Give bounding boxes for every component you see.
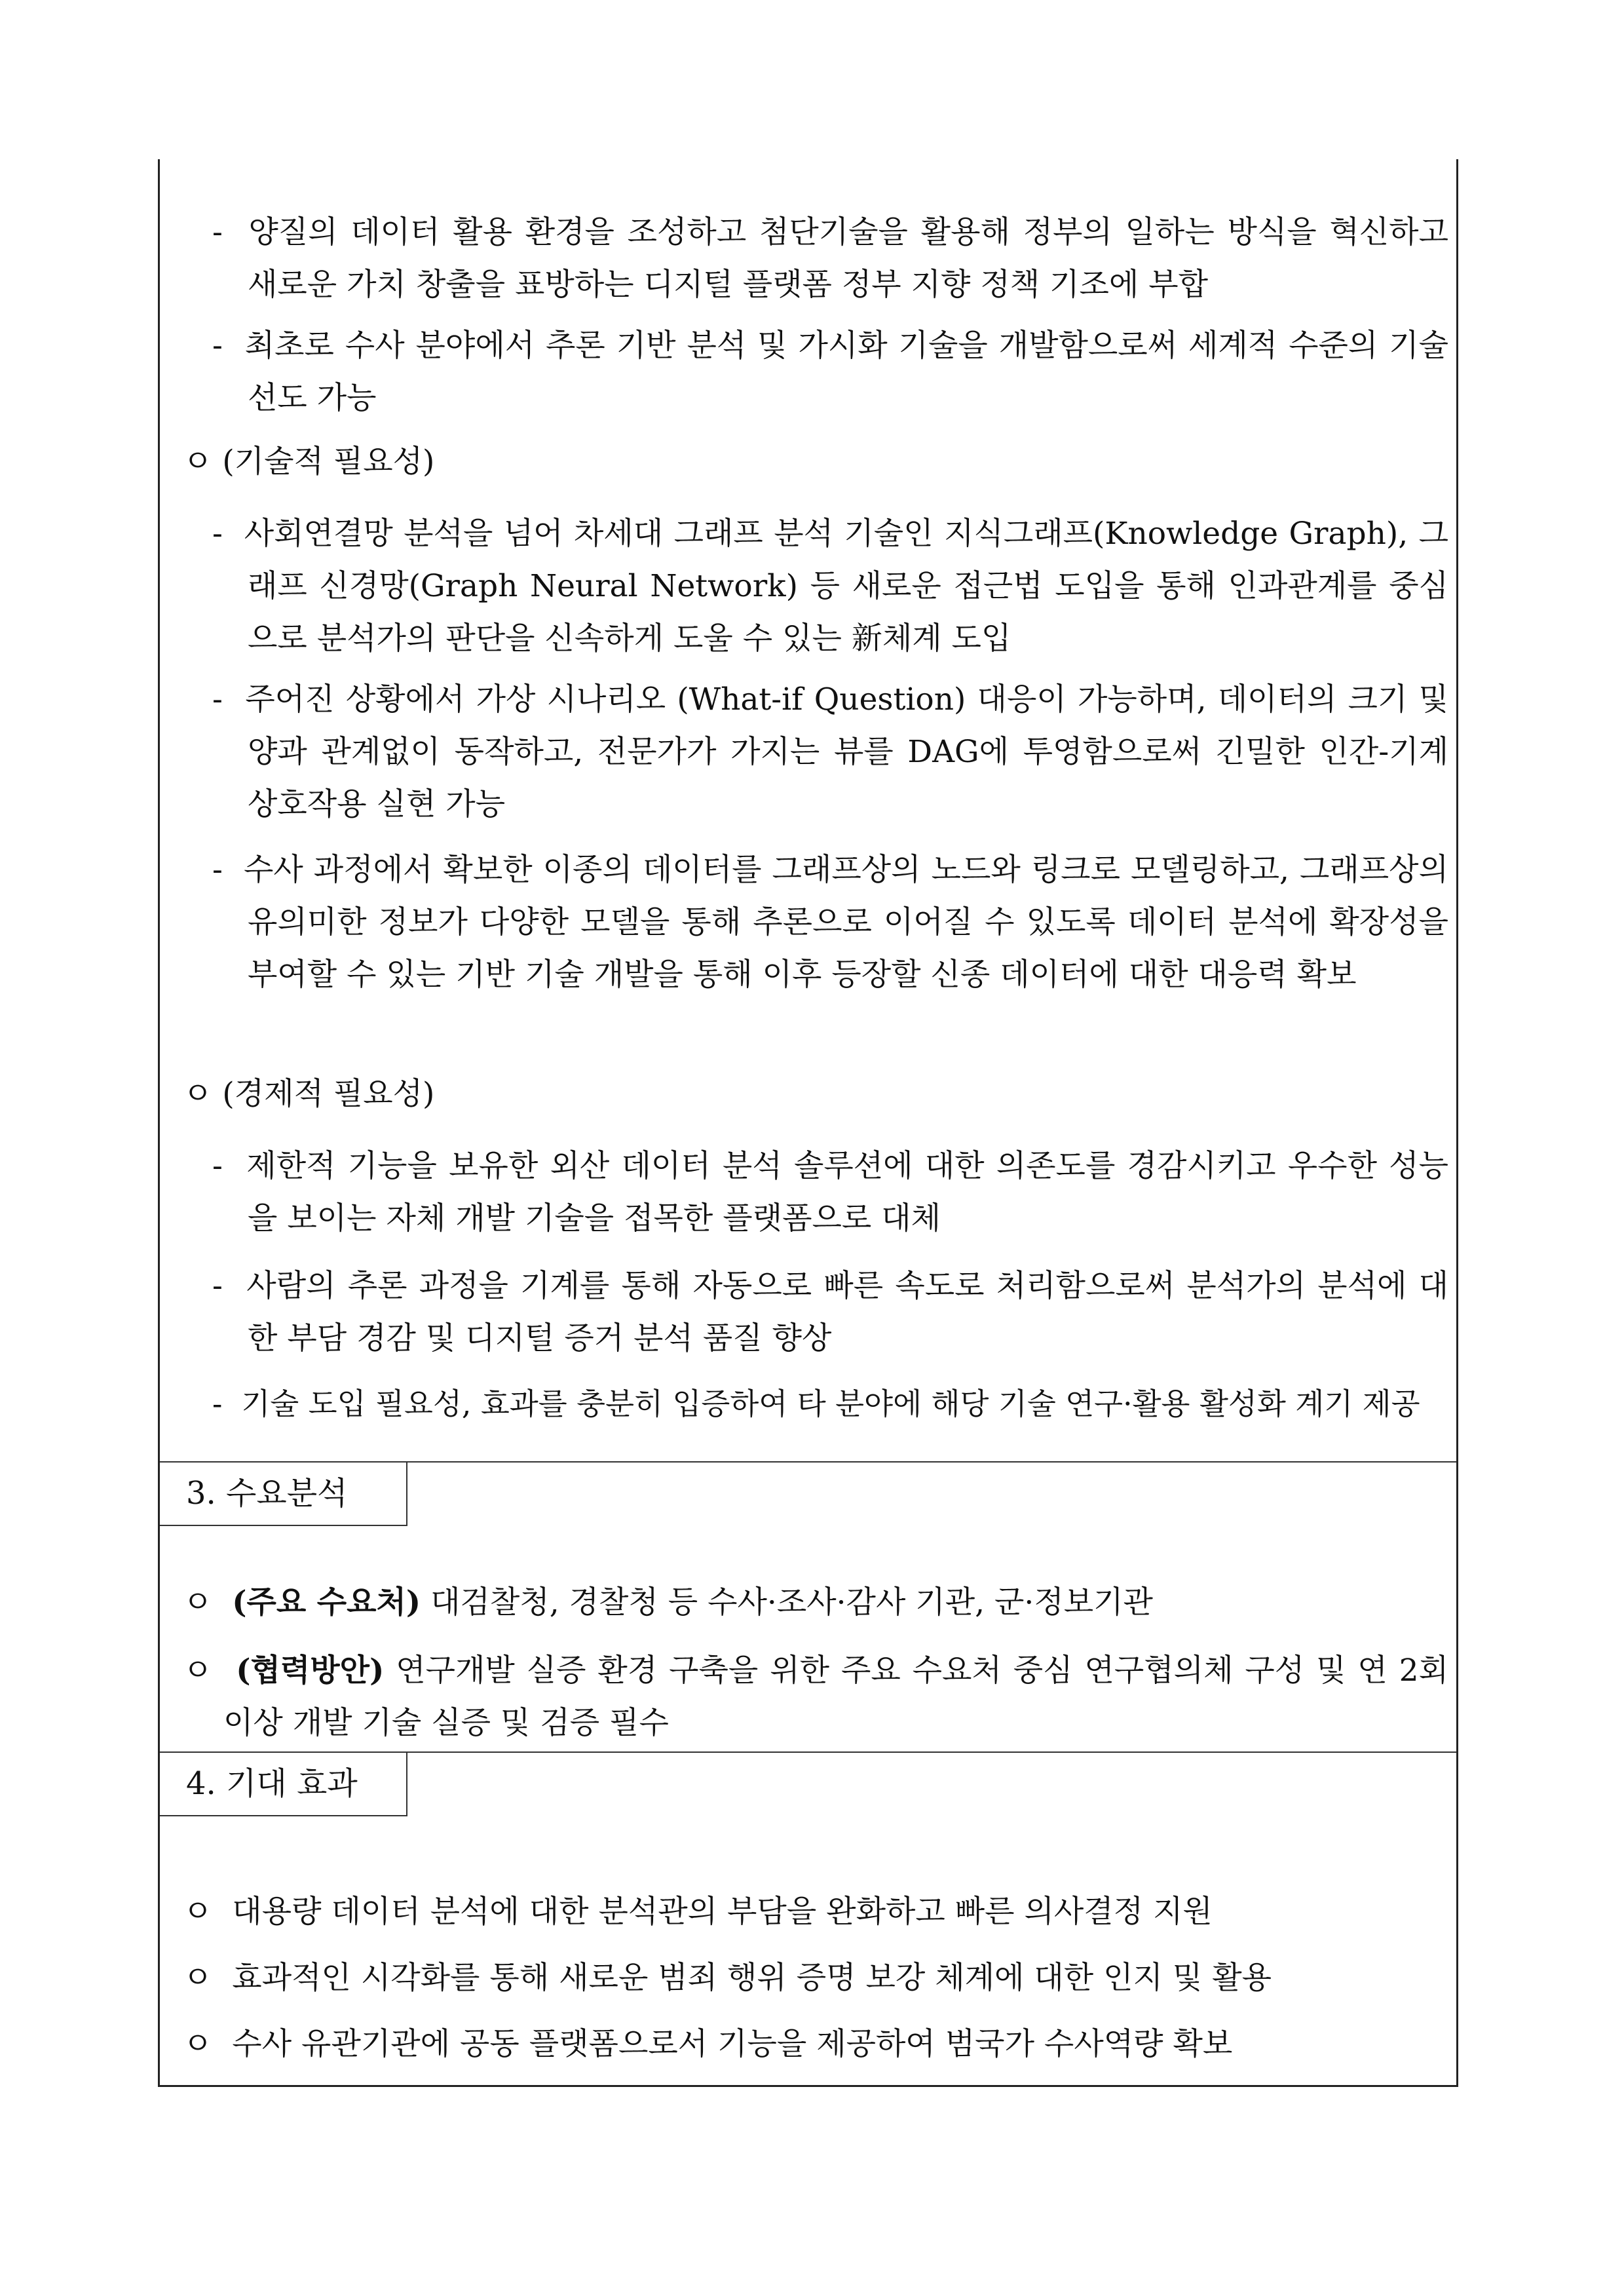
econ-need-item-3: - 기술 도입 필요성, 효과를 충분히 입증하여 타 분야에 해당 기술 연구·활용 활성화 계기 제공 xyxy=(212,1387,1420,1421)
effects-item-1: ㅇ 대용량 데이터 분석에 대한 분석관의 부담을 완화하고 빠른 의사결정 지원 xyxy=(183,1894,1213,1930)
intro-item-2: - 최초로 수사 분야에서 추론 기반 분석 및 가시화 기술을 개발함으로써 세계적 수준의 기술 선도 가능 xyxy=(212,328,1448,416)
econ-need-heading: ㅇ (경제적 필요성) xyxy=(183,1076,435,1112)
demand-item-1: ㅇ (주요 수요처) 대검찰청, 경찰청 등 수사·조사·감사 기관, 군·정보기관 xyxy=(183,1584,1153,1620)
tech-need-heading: ㅇ (기술적 필요성) xyxy=(183,444,435,480)
section-label-demand: 3. 수요분석 xyxy=(160,1462,407,1526)
tech-need-item-2: - 주어진 상황에서 가상 시나리오 (What-if Question) 대응이 가능하며, 데이터의 크기 및 양과 관계없이 동작하고, 전문가가 가지는 뷰를 DAG에 투영함으로써 긴밀한 인간-기계 상호작용 실현 가능 xyxy=(212,681,1448,822)
tech-need-item-1: - 사회연결망 분석을 넘어 차세대 그래프 분석 기술인 지식그래프(Knowledge Graph), 그래프 신경망(Graph Neural Network) 등 새로운 접근법 도입을 통해 인과관계를 중심으로 분석가의 판단을 신속하게 도울 수 있는 新체계 도입 xyxy=(212,516,1448,657)
effects-item-3: ㅇ 수사 유관기관에 공동 플랫폼으로서 기능을 제공하여 범국가 수사역량 확보 xyxy=(183,2026,1233,2062)
demand-item-2: ㅇ (협력방안) 연구개발 실증 환경 구축을 위한 주요 수요처 중심 연구협의체 구성 및 연 2회 이상 개발 기술 실증 및 검증 필수 xyxy=(183,1653,1448,1741)
intro-item-1: - 양질의 데이터 활용 환경을 조성하고 첨단기술을 활용해 정부의 일하는 방식을 혁신하고 새로운 가치 창출을 표방하는 디지털 플랫폼 정부 지향 정책 기조에 부합 xyxy=(212,214,1448,303)
document-frame xyxy=(158,159,1458,2087)
econ-need-item-1: - 제한적 기능을 보유한 외산 데이터 분석 솔루션에 대한 의존도를 경감시키고 우수한 성능을 보이는 자체 개발 기술을 접목한 플랫폼으로 대체 xyxy=(212,1148,1448,1236)
tech-need-item-3: - 수사 과정에서 확보한 이종의 데이터를 그래프상의 노드와 링크로 모델링하고, 그래프상의 유의미한 정보가 다양한 모델을 통해 추론으로 이어질 수 있도록 데이터 분석에 확장성을 부여할 수 있는 기반 기술 개발을 통해 이후 등장할 신종 데이터에 대한 대응력 확보 xyxy=(212,852,1448,993)
effects-item-2: ㅇ 효과적인 시각화를 통해 새로운 범죄 행위 증명 보강 체계에 대한 인지 및 활용 xyxy=(183,1960,1272,1996)
section-label-effects: 4. 기대 효과 xyxy=(160,1752,407,1816)
econ-need-item-2: - 사람의 추론 과정을 기계를 통해 자동으로 빠른 속도로 처리함으로써 분석가의 분석에 대한 부담 경감 및 디지털 증거 분석 품질 향상 xyxy=(212,1268,1448,1356)
